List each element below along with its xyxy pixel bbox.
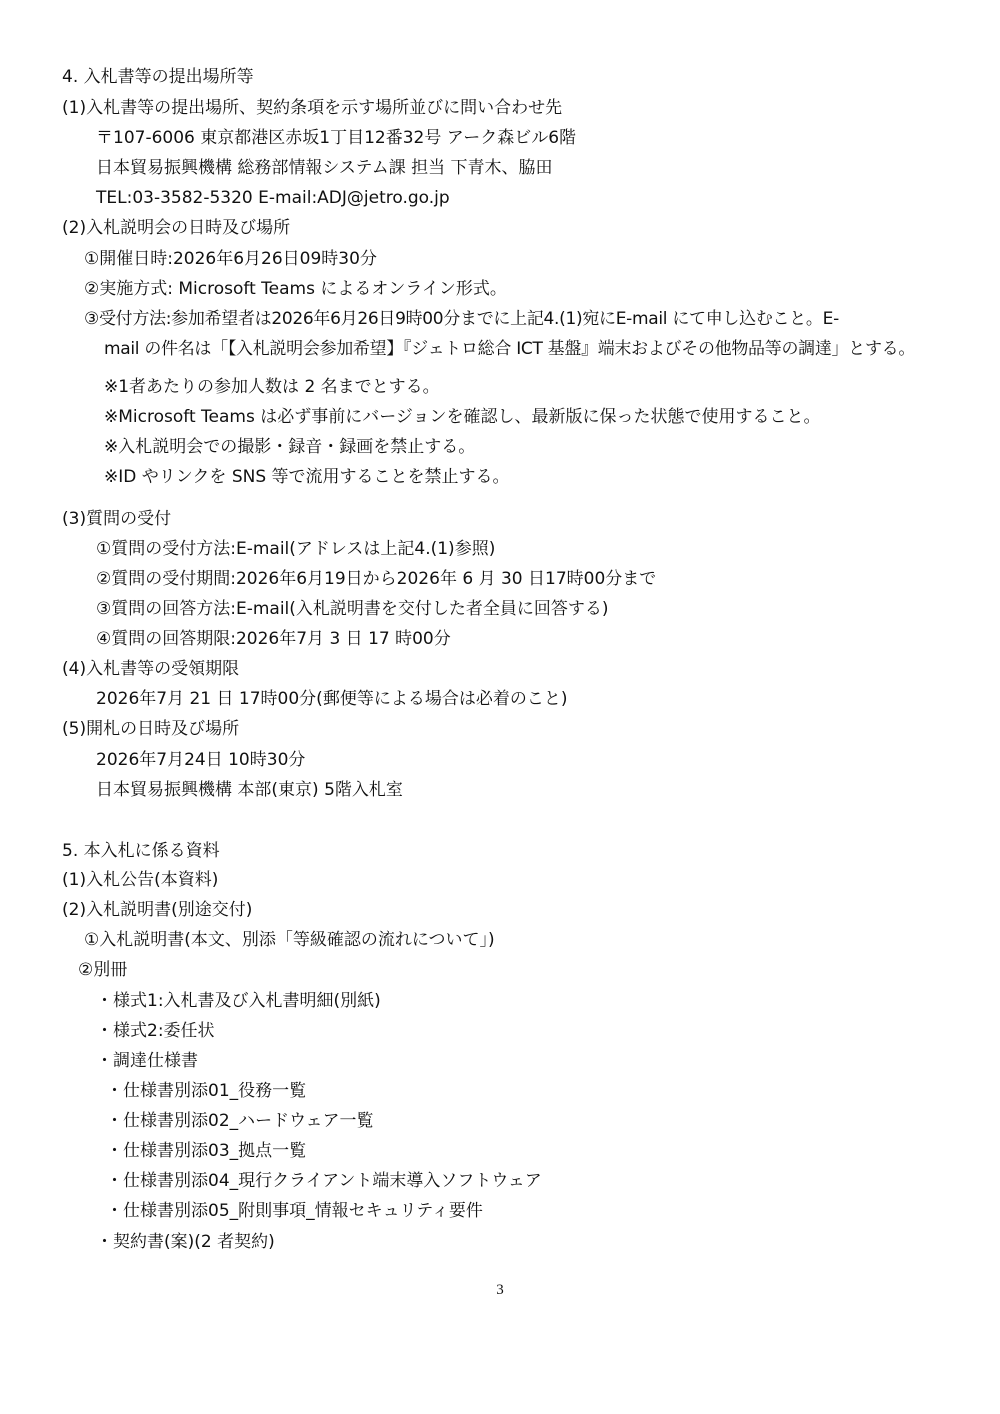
section-5-1-heading: (1)入札公告(本資料) (62, 870, 219, 890)
document-item: ①入札説明書(本文、別添「等級確認の流れについて」) (84, 930, 495, 950)
briefing-note: ※Microsoft Teams は必ず事前にバージョンを確認し、最新版に保った状態で使用すること。 (104, 407, 821, 427)
document-bullet: ・様式1:入札書及び入札書明細(別紙) (96, 991, 381, 1011)
document-item: ②別冊 (78, 960, 128, 980)
briefing-reception-line-2: mail の件名は「【入札説明会参加希望】『ジェトロ総合 ICT 基盤』端末およびその他物品等の調達」とする。 (104, 339, 916, 359)
question-item: ②質問の受付期間:2026年6月19日から2026年 6 月 30 日17時00分まで (96, 569, 657, 589)
briefing-method: ②実施方式: Microsoft Teams によるオンライン形式。 (84, 279, 507, 299)
page-number: 3 (496, 1282, 504, 1298)
briefing-reception-line-1: ③受付方法:参加希望者は2026年6月26日9時00分までに上記4.(1)宛にE-mail にて申し込むこと。E- (84, 309, 839, 329)
briefing-note: ※1者あたりの参加人数は 2 名までとする。 (104, 377, 440, 397)
section-4-2-heading: (2)入札説明会の日時及び場所 (62, 218, 291, 238)
section-5-2-heading: (2)入札説明書(別途交付) (62, 900, 253, 920)
spec-attachment: ・仕様書別添04_現行クライアント端末導入ソフトウェア (106, 1171, 542, 1191)
address-line: 〒107-6006 東京都港区赤坂1丁目12番32号 アーク森ビル6階 (96, 128, 577, 148)
deadline-value: 2026年7月 21 日 17時00分(郵便等による場合は必着のこと) (96, 689, 568, 709)
spec-attachment: ・仕様書別添01_役務一覧 (106, 1081, 307, 1101)
section-4-3-heading: (3)質問の受付 (62, 509, 172, 529)
opening-place: 日本貿易振興機構 本部(東京) 5階入札室 (96, 780, 403, 800)
section-4-5-heading: (5)開札の日時及び場所 (62, 719, 240, 739)
briefing-note: ※入札説明会での撮影・録音・録画を禁止する。 (104, 437, 476, 457)
section-4-title: 4. 入札書等の提出場所等 (62, 67, 254, 87)
document-bullet: ・契約書(案)(2 者契約) (96, 1232, 275, 1252)
spec-attachment: ・仕様書別添05_附則事項_情報セキュリティ要件 (106, 1201, 483, 1221)
organization-line: 日本貿易振興機構 総務部情報システム課 担当 下青木、脇田 (96, 158, 553, 178)
opening-datetime: 2026年7月24日 10時30分 (96, 750, 306, 770)
briefing-datetime: ①開催日時:2026年6月26日09時30分 (84, 249, 377, 269)
spec-attachment: ・仕様書別添02_ハードウェア一覧 (106, 1111, 374, 1131)
contact-line: TEL:03-3582-5320 E-mail:ADJ@jetro.go.jp (96, 188, 450, 208)
question-item: ①質問の受付方法:E-mail(アドレスは上記4.(1)参照) (96, 539, 496, 559)
question-item: ④質問の回答期限:2026年7月 3 日 17 時00分 (96, 629, 451, 649)
section-5-title: 5. 本入札に係る資料 (62, 841, 220, 861)
section-4-1-heading: (1)入札書等の提出場所、契約条項を示す場所並びに問い合わせ先 (62, 98, 563, 118)
spec-attachment: ・仕様書別添03_拠点一覧 (106, 1141, 307, 1161)
document-bullet: ・様式2:委任状 (96, 1021, 215, 1041)
briefing-note: ※ID やリンクを SNS 等で流用することを禁止する。 (104, 467, 510, 487)
section-4-4-heading: (4)入札書等の受領期限 (62, 659, 240, 679)
document-bullet: ・調達仕様書 (96, 1051, 198, 1071)
question-item: ③質問の回答方法:E-mail(入札説明書を交付した者全員に回答する) (96, 599, 609, 619)
